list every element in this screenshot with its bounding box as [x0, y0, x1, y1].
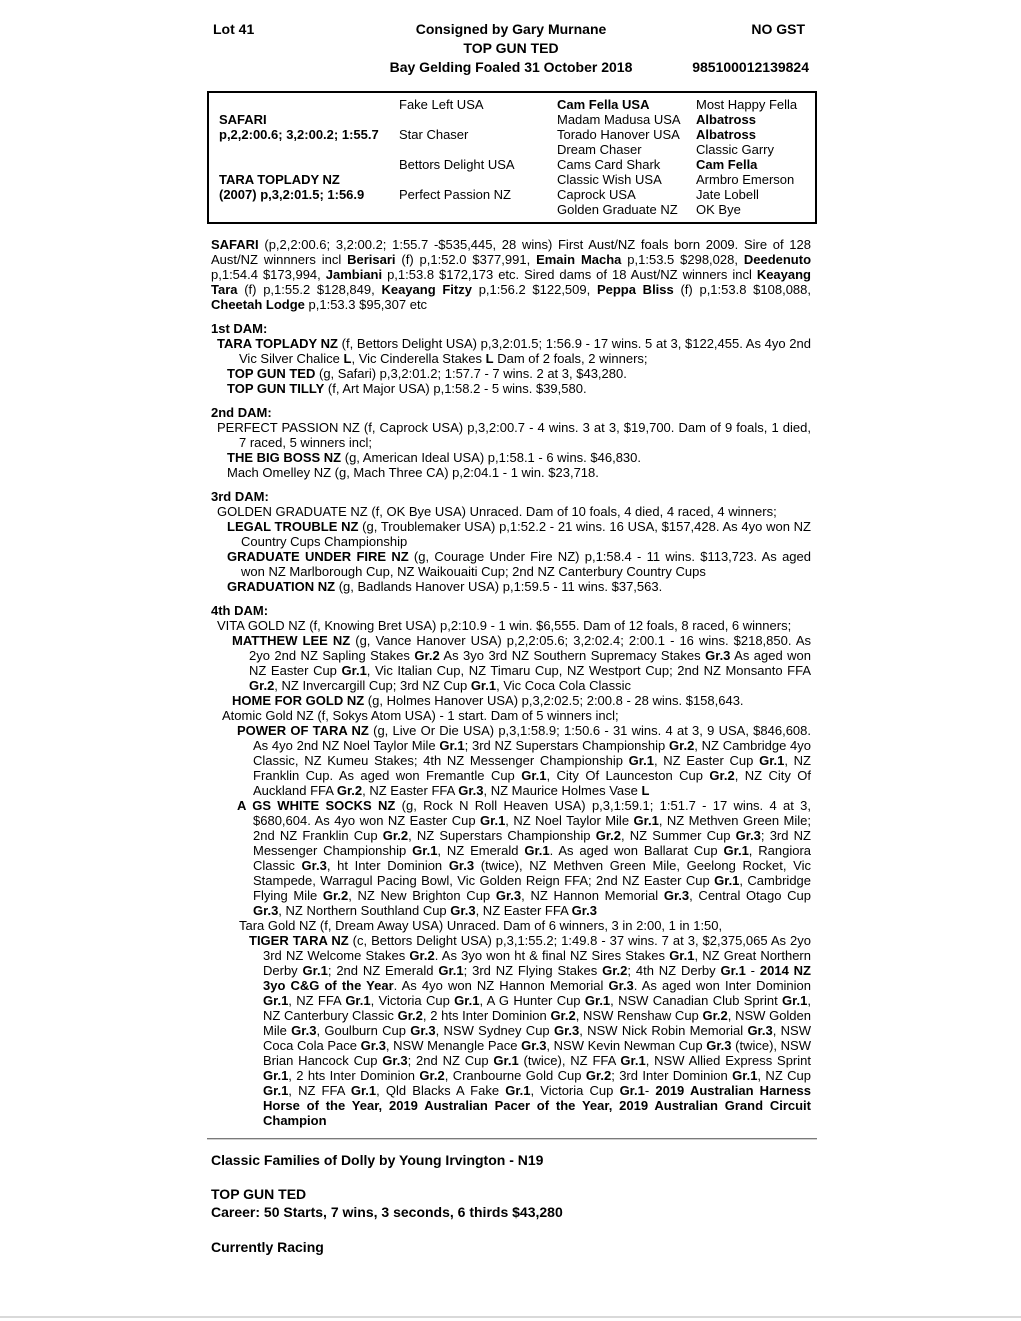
pedigree-entry: THE BIG BOSS NZ (g, American Ideal USA) p,1:58.1 - 6 wins. $46,830.: [227, 450, 642, 465]
pedigree-entry: A GS WHITE SOCKS NZ (g, Rock N Roll Heaven USA) p,3,1:59.1; 1:51.7 - 17 wins. 4 at 3, $680,604. As 4yo won NZ Easter Cup Gr.1, NZ Noel Taylor Mile Gr.1, NZ Methven Green Mile; 2nd NZ Franklin Cup Gr.2, NZ Superstars Championship Gr.2, NZ Summer Cup Gr.3; 3rd NZ Messenger Championship Gr.1, NZ Emerald Gr.1. As aged won Ballarat Cup Gr.1, Rangiora Classic Gr.3, ht Inter Dominion Gr.3 (twice), NZ Methven Green Mile, Geelong Rocket, Vic Stampede, Warragul Pacing Bowl, Vic Golden Reign FFA; 2nd NZ Easter Cup Gr.1, Cambridge Flying Mile Gr.2, NZ New Brighton Cup Gr.3, NZ Hannon Memorial Gr.3, Central Otago Cup Gr.3, NZ Northern Southland Cup Gr.3, NZ Easter FFA Gr.3: [237, 798, 812, 918]
pedigree-entry: GRADUATION NZ (g, Badlands Hanover USA) p,1:59.5 - 11 wins. $37,563.: [227, 579, 663, 594]
pedigree-entry: GRADUATE UNDER FIRE NZ (g, Courage Under Fire NZ) p,1:58.4 - 11 wins. $113,723. As aged won NZ Marlborough Cup, NZ Waikouaiti Cup; 2nd NZ Canterbury Country Cups: [227, 549, 811, 579]
pedigree-entry: MATTHEW LEE NZ (g, Vance Hanover USA) p,2,2:05.6; 3,2:02.4; 2:00.1 - 16 wins. $218,850. As 2yo 2nd NZ Sapling Stakes Gr.2 As 3yo 3rd NZ Southern Supremacy Stakes Gr.3 As aged won NZ Easter Cup Gr.1, Vic Italian Cup, NZ Timaru Cup, NZ Westport Cup; 2nd NZ Monsanto FFA Gr.2, NZ Invercargill Cup; 3rd NZ Cup Gr.1, Vic Coca Cola Classic: [232, 633, 811, 693]
pedigree-entry: TOP GUN TILLY (f, Art Major USA) p,1:58.2 - 5 wins. $39,580.: [227, 381, 587, 396]
horse-name: TOP GUN TED: [463, 40, 559, 56]
dam-sections: [211, 237, 811, 1128]
great-grandparent-cell: Classic Wish USA: [557, 172, 662, 187]
gg-grandparent-cell: Albatross: [696, 127, 756, 142]
dam-section: [211, 321, 811, 396]
section-divider: [207, 1138, 817, 1140]
gg-grandparent-cell: Jate Lobell: [696, 187, 759, 202]
header-row-1: [211, 20, 811, 39]
dam-cell-record: (2007) p,3,2:01.5; 1:56.9: [219, 187, 365, 202]
page-bottom-rule: [0, 1316, 1021, 1318]
gg-grandparent-cell: Classic Garry: [696, 142, 775, 157]
pedigree-entry: TIGER TARA NZ (c, Bettors Delight USA) p,3,1:55.2; 1:49.8 - 37 wins. 7 at 3, $2,375,065 As 2yo 3rd NZ Welcome Stakes Gr.2. As 3yo won ht & final NZ Sires Stakes Gr.1, NZ Great Northern Derby Gr.1; 2nd NZ Emerald Gr.1; 3rd NZ Flying Stakes Gr.2; 4th NZ Derby Gr.1 - 2014 NZ 3yo C&G of the Year. As 4yo won NZ Hannon Memorial Gr.3. As aged won Inter Dominion Gr.1, NZ FFA Gr.1, Victoria Cup Gr.1, A G Hunter Cup Gr.1, NSW Canadian Club Sprint Gr.1, NZ Canterbury Classic Gr.2, 2 hts Inter Dominion Gr.2, NSW Renshaw Cup Gr.2, NSW Golden Mile Gr.3, Goulburn Cup Gr.3, NSW Sydney Cup Gr.3, NSW Nick Robin Memorial Gr.3, NSW Coca Cola Pace Gr.3, NSW Menangle Pace Gr.3, NSW Kevin Newman Cup Gr.3 (twice), NSW Brian Hancock Cup Gr.3; 2nd NZ Cup Gr.1 (twice), NZ FFA Gr.1, NSW Allied Express Sprint Gr.1, 2 hts Inter Dominion Gr.2, Cranbourne Gold Cup Gr.2; 3rd Inter Dominion Gr.1, NZ Cup Gr.1, NZ FFA Gr.1, Qld Blacks A Fake Gr.1, Victoria Cup Gr.1- 2019 Australian Harness Horse of the Year, 2019 Australian Pacer of the Year, 2019 Australian Grand Circuit Champion: [249, 933, 812, 1128]
section-heading: 4th DAM:: [211, 603, 269, 618]
foaling-description: Bay Gelding Foaled 31 October 2018: [389, 59, 633, 75]
gst-status: NO GST: [751, 21, 805, 37]
great-grandparent-cell: Torado Hanover USA: [557, 127, 680, 142]
great-grandparent-cell: Cam Fella USA: [557, 97, 650, 112]
gg-grandparent-cell: Armbro Emerson: [696, 172, 795, 187]
career-summary: Career: 50 Starts, 7 wins, 3 seconds, 6 thirds $43,280: [211, 1204, 563, 1220]
grandparent-cell: Bettors Delight USA: [399, 157, 515, 172]
great-grandparent-cell: Madam Madusa USA: [557, 112, 681, 127]
dam-section: [211, 603, 811, 1128]
pedigree-entry: VITA GOLD NZ (f, Knowing Bret USA) p,2:10.9 - 1 win. $6,555. Dam of 12 foals, 8 raced, 6 winners;: [217, 618, 792, 633]
pedigree-entry: PERFECT PASSION NZ (f, Caprock USA) p,3,2:00.7 - 4 wins. 3 at 3, $19,700. Dam of 9 foals, 1 died, 7 raced, 5 winners incl;: [217, 420, 811, 450]
pedigree-entry: Tara Gold NZ (f, Dream Away USA) Unraced. Dam of 6 winners, 3 in 2:00, 1 in 1:50,: [239, 918, 723, 933]
lot-number: Lot 41: [213, 21, 255, 37]
great-grandparent-cell: Dream Chaser: [557, 142, 642, 157]
dam-section: [211, 237, 811, 312]
pedigree-body: [211, 237, 811, 1128]
dam-section: [211, 489, 811, 594]
grandparent-cell: Star Chaser: [399, 127, 469, 142]
header-row-3: [211, 58, 811, 77]
dam-cell-name: TARA TOPLADY NZ: [219, 172, 340, 187]
great-grandparent-cell: Golden Graduate NZ: [557, 202, 678, 217]
gg-grandparent-cell: OK Bye: [696, 202, 741, 217]
sire-cell-record: p,2,2:00.6; 3,2:00.2; 1:55.7: [219, 127, 379, 142]
gg-grandparent-cell: Most Happy Fella: [696, 97, 798, 112]
family-line: Classic Families of Dolly by Young Irvington - N19: [211, 1152, 544, 1168]
sire-cell: [219, 112, 399, 142]
catalog-page: [211, 0, 811, 1256]
gg-grandparent-cell: Albatross: [696, 112, 756, 127]
page-footer: [211, 1151, 811, 1256]
grandparent-cell: Fake Left USA: [399, 97, 484, 112]
gg-grandparent-cell: Cam Fella: [696, 157, 758, 172]
pedigree-entry: GOLDEN GRADUATE NZ (f, OK Bye USA) Unraced. Dam of 10 foals, 4 died, 4 raced, 4 winners;: [217, 504, 777, 519]
pedigree-entry: HOME FOR GOLD NZ (g, Holmes Hanover USA) p,3,2:02.5; 2:00.8 - 28 wins. $158,643.: [232, 693, 744, 708]
consignor: Consigned by Gary Murnane: [415, 21, 607, 37]
page-header: [211, 0, 811, 77]
pedigree-entry: TOP GUN TED (g, Safari) p,3,2:01.2; 1:57.7 - 7 wins. 2 at 3, $43,280.: [227, 366, 627, 381]
dam-section: [211, 405, 811, 480]
grandparent-cell: Perfect Passion NZ: [399, 187, 511, 202]
sire-cell-name: SAFARI: [219, 112, 267, 127]
dam-cell: [219, 172, 399, 202]
pedigree-entry: LEGAL TROUBLE NZ (g, Troublemaker USA) p,1:52.2 - 21 wins. 16 USA, $157,428. As 4yo won NZ Country Cups Championship: [227, 519, 811, 549]
great-grandparent-cell: Caprock USA: [557, 187, 636, 202]
section-heading: 3rd DAM:: [211, 489, 269, 504]
great-grandparent-cell: Cams Card Shark: [557, 157, 661, 172]
pedigree-table: [207, 91, 817, 224]
section-heading: 1st DAM:: [211, 321, 268, 336]
pedigree-entry: Mach Omelley NZ (g, Mach Three CA) p,2:04.1 - 1 win. $23,718.: [227, 465, 599, 480]
pedigree-entry: Atomic Gold NZ (f, Sokys Atom USA) - 1 start. Dam of 5 winners incl;: [222, 708, 619, 723]
pedigree-entry: SAFARI (p,2,2:00.6; 3,2:00.2; 1:55.7 -$535,445, 28 wins) First Aust/NZ foals born 2009. Sire of 128 Aust/NZ winnners incl Berisari (f) p,1:52.0 $377,991, Emain Macha p,1:53.5 $298,028, Deedenuto p,1:54.4 $173,994, Jambiani p,1:53.8 $172,173 etc. Sired dams of 18 Aust/NZ winners incl Keayang Tara (f) p,1:55.2 $128,849, Keayang Fitzy p,1:56.2 $122,509, Peppa Bliss (f) p,1:53.8 $108,088, Cheetah Lodge p,1:53.3 $95,307 etc: [211, 237, 812, 312]
footer-horse-name: TOP GUN TED: [211, 1186, 307, 1202]
racing-status: Currently Racing: [211, 1239, 324, 1255]
pedigree-entry: POWER OF TARA NZ (g, Live Or Die USA) p,3,1:58.9; 1:50.6 - 31 wins. 4 at 3, 9 USA, $846,608. As 4yo 2nd NZ Noel Taylor Mile Gr.1; 3rd NZ Superstars Championship Gr.2, NZ Cambridge 4yo Classic, NZ Kumeu Stakes; 4th NZ Messenger Championship Gr.1, NZ Easter Cup Gr.1, NZ Franklin Cup. As aged won Fremantle Cup Gr.1, City Of Launceston Cup Gr.2, NZ City Of Auckland FFA Gr.2, NZ Easter FFA Gr.3, NZ Maurice Holmes Vase L: [237, 723, 812, 798]
header-row-2: [211, 39, 811, 58]
section-heading: 2nd DAM:: [211, 405, 272, 420]
microchip-number: 985100012139824: [692, 59, 809, 75]
pedigree-entry: TARA TOPLADY NZ (f, Bettors Delight USA) p,3,2:01.5; 1:56.9 - 17 wins. 5 at 3, $122,455. As 4yo 2nd Vic Silver Chalice L, Vic Cinderella Stakes L Dam of 2 foals, 2 winners;: [217, 336, 811, 366]
